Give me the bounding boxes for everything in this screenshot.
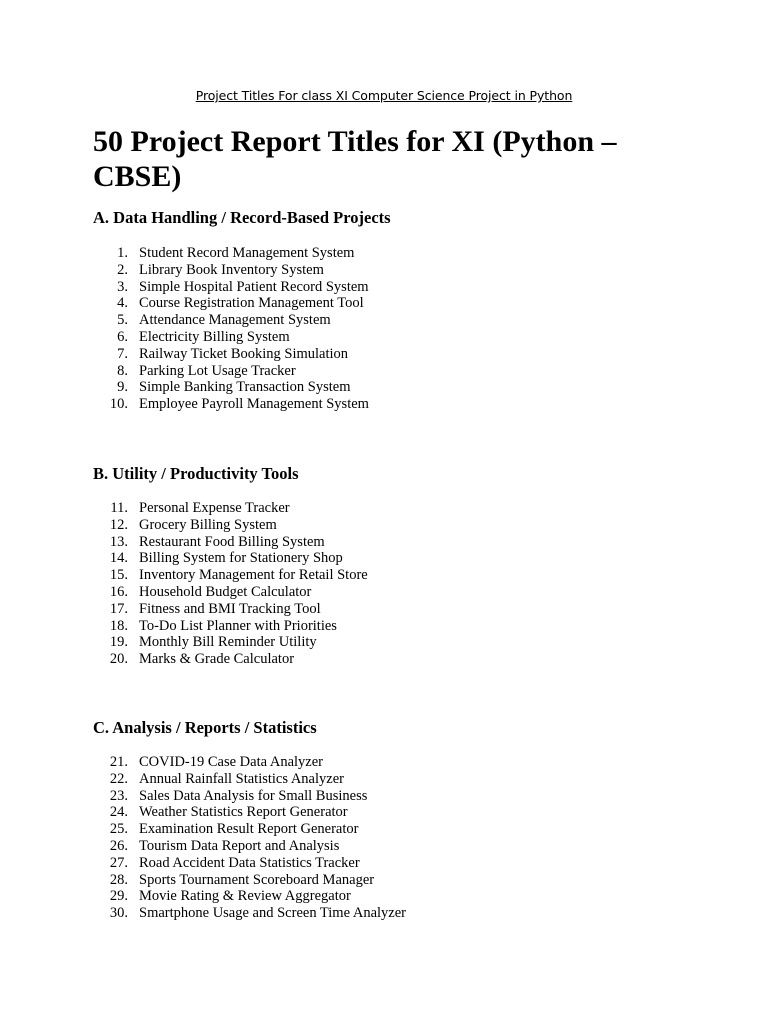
- list-item: [93, 821, 359, 838]
- item-title: Movie Rating & Review Aggregator: [139, 888, 351, 905]
- list-item: [93, 245, 355, 262]
- list-item: [93, 651, 295, 668]
- list-item: [93, 295, 364, 312]
- list-item: [93, 888, 351, 905]
- list-item: [93, 278, 369, 296]
- item-title: Sports Tournament Scoreboard Manager: [139, 871, 375, 888]
- section-heading-b: B. Utility / Productivity Tools: [93, 464, 299, 483]
- header-subtitle: Project Titles For class XI Computer Science Project in Python: [195, 88, 573, 103]
- list-item: [93, 634, 317, 651]
- list-item: [93, 583, 312, 601]
- list-item: [93, 871, 375, 889]
- item-number: 16.: [109, 583, 128, 600]
- item-number: 23.: [109, 787, 128, 804]
- item-title: To-Do List Planner with Priorities: [139, 617, 337, 634]
- item-title: Grocery Billing System: [139, 516, 277, 533]
- item-number: 3.: [117, 278, 128, 295]
- item-title: Marks & Grade Calculator: [139, 651, 295, 668]
- item-title: Parking Lot Usage Tracker: [139, 362, 296, 379]
- item-title: Road Accident Data Statistics Tracker: [139, 854, 360, 871]
- page-title: 50 Project Report Titles for XI (Python – CBSE): [93, 125, 617, 193]
- item-number: 9.: [117, 379, 128, 396]
- item-number: 17.: [109, 600, 128, 617]
- list-item: [93, 754, 324, 771]
- item-number: 26.: [109, 837, 128, 854]
- item-title: Smartphone Usage and Screen Time Analyzer: [139, 905, 406, 922]
- section-list-b: [93, 500, 368, 668]
- item-number: 7.: [117, 345, 128, 362]
- list-item: [93, 328, 290, 346]
- item-title: Annual Rainfall Statistics Analyzer: [139, 770, 344, 787]
- item-number: 27.: [109, 854, 128, 871]
- list-item: [93, 787, 368, 805]
- item-number: 25.: [109, 821, 128, 838]
- item-title: Railway Ticket Booking Simulation: [139, 345, 349, 362]
- item-title: Personal Expense Tracker: [139, 500, 290, 516]
- item-title: Employee Payroll Management System: [139, 396, 369, 413]
- item-number: 29.: [109, 888, 128, 905]
- list-item: [93, 617, 337, 635]
- list-item: [93, 345, 349, 363]
- item-title: Library Book Inventory System: [139, 261, 324, 278]
- list-item: [93, 600, 321, 618]
- item-title: Billing System for Stationery Shop: [139, 550, 343, 567]
- list-item: [93, 500, 290, 517]
- item-title: COVID-19 Case Data Analyzer: [139, 754, 324, 770]
- item-number: 10.: [109, 396, 128, 413]
- list-item: [93, 905, 406, 922]
- item-title: Fitness and BMI Tracking Tool: [139, 600, 321, 617]
- item-number: 11.: [110, 500, 128, 516]
- item-number: 21.: [109, 754, 128, 770]
- list-item: [93, 854, 360, 872]
- list-item: [93, 312, 331, 329]
- section-list-a: [93, 245, 369, 413]
- list-item: [93, 379, 351, 396]
- item-title: Electricity Billing System: [139, 328, 290, 345]
- list-item: [93, 550, 343, 567]
- item-number: 8.: [117, 362, 128, 379]
- item-title: Course Registration Management Tool: [139, 295, 364, 312]
- item-number: 19.: [109, 634, 128, 651]
- list-item: [93, 837, 340, 855]
- item-title: Monthly Bill Reminder Utility: [139, 634, 317, 651]
- item-number: 4.: [117, 295, 128, 312]
- item-number: 2.: [117, 261, 128, 278]
- item-number: 5.: [117, 312, 128, 329]
- item-title: Sales Data Analysis for Small Business: [139, 787, 368, 804]
- item-number: 22.: [109, 770, 128, 787]
- item-title: Simple Hospital Patient Record System: [139, 278, 369, 295]
- list-item: [93, 567, 368, 584]
- item-number: 14.: [109, 550, 128, 567]
- section-heading-a: A. Data Handling / Record-Based Projects: [93, 208, 391, 227]
- item-title: Examination Result Report Generator: [139, 821, 359, 838]
- item-number: 24.: [109, 804, 128, 821]
- item-number: 1.: [117, 245, 128, 261]
- item-number: 12.: [109, 516, 128, 533]
- item-title: Household Budget Calculator: [139, 583, 312, 600]
- item-number: 30.: [109, 905, 128, 922]
- item-number: 15.: [109, 567, 128, 584]
- item-title: Weather Statistics Report Generator: [139, 804, 348, 821]
- section-list-c: [93, 754, 406, 922]
- list-item: [93, 804, 348, 821]
- item-title: Simple Banking Transaction System: [139, 379, 351, 396]
- item-title: Student Record Management System: [139, 245, 355, 261]
- item-title: Tourism Data Report and Analysis: [139, 837, 340, 854]
- list-item: [93, 362, 296, 380]
- item-title: Restaurant Food Billing System: [139, 533, 325, 550]
- item-number: 28.: [109, 871, 128, 888]
- list-item: [93, 533, 325, 551]
- item-number: 6.: [117, 328, 128, 345]
- item-number: 20.: [109, 651, 128, 668]
- list-item: [93, 516, 277, 534]
- section-heading-c: C. Analysis / Reports / Statistics: [93, 718, 317, 737]
- item-number: 13.: [109, 533, 128, 550]
- item-title: Inventory Management for Retail Store: [139, 567, 368, 584]
- list-item: [93, 261, 324, 279]
- item-title: Attendance Management System: [139, 312, 331, 329]
- item-number: 18.: [109, 617, 128, 634]
- list-item: [93, 770, 344, 788]
- list-item: [93, 396, 369, 413]
